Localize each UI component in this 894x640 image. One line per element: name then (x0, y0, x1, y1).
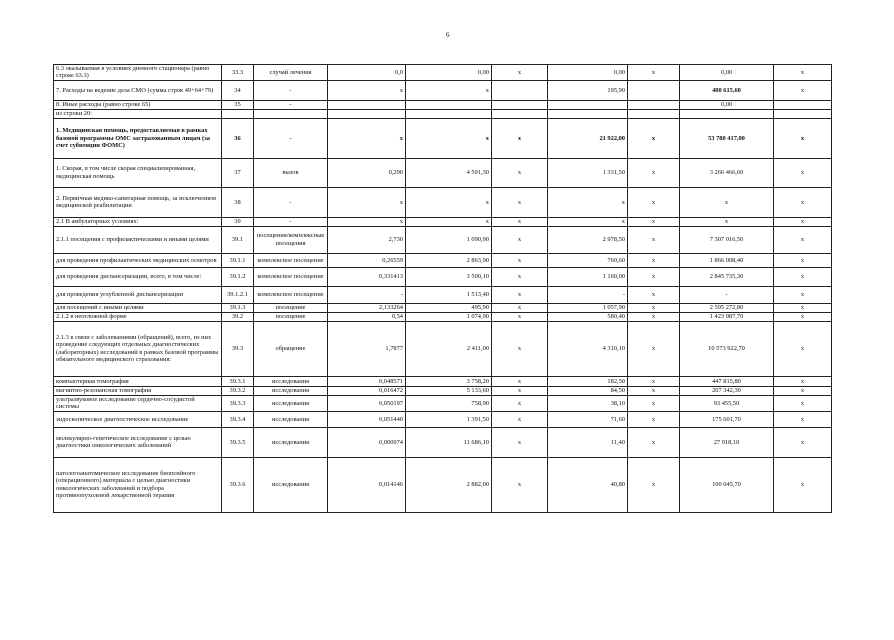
cell-cost: 758,90 (406, 395, 492, 411)
cell-name: компьютерная томография (54, 376, 222, 386)
cell-unit: - (254, 187, 328, 217)
cell-c9: x (774, 118, 832, 158)
cell-c9: x (774, 457, 832, 512)
cell-c9: x (774, 187, 832, 217)
cell-name: 2.1 В амбулаторных условиях: (54, 217, 222, 226)
cell-c8 (680, 109, 774, 118)
cell-c8: 93 455,50 (680, 395, 774, 411)
cell-c6: - (548, 286, 628, 303)
cell-c8: x (680, 187, 774, 217)
cell-c5: x (492, 267, 548, 286)
table-row (54, 411, 832, 427)
cell-unit: исследования (254, 457, 328, 512)
cell-unit: исследования (254, 386, 328, 395)
cell-norm: x (328, 118, 406, 158)
cell-c5: x (492, 395, 548, 411)
cell-norm: 0,000974 (328, 427, 406, 457)
cell-cost: 0,00 (406, 65, 492, 81)
cell-norm: 0,331413 (328, 267, 406, 286)
cell-c9: x (774, 253, 832, 267)
table-row (54, 100, 832, 109)
cell-code: 34 (222, 80, 254, 100)
cell-c9: x (774, 386, 832, 395)
cell-c7: x (628, 312, 680, 321)
cell-name: для проведения диспансеризации, всего, в том числе: (54, 267, 222, 286)
cell-name: для посещений с иными целями (54, 303, 222, 312)
cell-code: 39.3.1 (222, 376, 254, 386)
cell-c7 (628, 109, 680, 118)
cell-unit: посещения/комплексные посещения (254, 226, 328, 253)
table-row (54, 226, 832, 253)
cell-norm: x (328, 217, 406, 226)
cell-code: 39.3.2 (222, 386, 254, 395)
cell-c6: x (548, 217, 628, 226)
cell-code: 39.1.2.1 (222, 286, 254, 303)
cell-code: 39.3.3 (222, 395, 254, 411)
page-number: 6 (446, 31, 450, 39)
cell-cost (406, 109, 492, 118)
cell-norm: x (328, 187, 406, 217)
cell-c6: 0,00 (548, 65, 628, 81)
cell-c8: 1 866 008,40 (680, 253, 774, 267)
cell-c6: 11,40 (548, 427, 628, 457)
cell-c6 (548, 109, 628, 118)
cell-c7: x (628, 65, 680, 81)
cell-c9: x (774, 411, 832, 427)
cell-c5: x (492, 158, 548, 187)
cell-norm: 0,0 (328, 65, 406, 81)
table-row (54, 80, 832, 100)
cell-c8: 480 615,60 (680, 80, 774, 100)
cell-code: 39.1.3 (222, 303, 254, 312)
cell-cost: 11 686,10 (406, 427, 492, 457)
cell-name: молекулярно-генетическое исследование с целью диагностики онкологических заболеваний (54, 427, 222, 457)
cell-code (222, 109, 254, 118)
cell-unit: исследования (254, 427, 328, 457)
cell-unit: исследования (254, 411, 328, 427)
cell-c9: x (774, 267, 832, 286)
cell-name: магнитно-резонансная томография (54, 386, 222, 395)
cell-c9: x (774, 303, 832, 312)
cell-c7: x (628, 427, 680, 457)
cell-c5: x (492, 217, 548, 226)
cell-code: 36 (222, 118, 254, 158)
cell-c8: x (680, 217, 774, 226)
cell-code: 39.3.4 (222, 411, 254, 427)
table-row (54, 217, 832, 226)
cell-c7: x (628, 386, 680, 395)
cell-cost: x (406, 187, 492, 217)
cell-cost: 3 500,10 (406, 267, 492, 286)
cell-cost: 4 591,30 (406, 158, 492, 187)
cell-norm: 0,048571 (328, 376, 406, 386)
table-row (54, 395, 832, 411)
cell-c6: x (548, 187, 628, 217)
cell-c5: x (492, 303, 548, 312)
cell-unit: обращение (254, 321, 328, 376)
cell-c9: x (774, 158, 832, 187)
cell-c8: 1 423 987,70 (680, 312, 774, 321)
cell-unit: посещение (254, 312, 328, 321)
cell-cost: 2 882,00 (406, 457, 492, 512)
cell-c6: 2 978,50 (548, 226, 628, 253)
cell-name: 1. Скорая, в том числе скорая специализированная, медицинская помощь (54, 158, 222, 187)
cell-c9: x (774, 427, 832, 457)
cell-c5: x (492, 253, 548, 267)
table-row (54, 303, 832, 312)
cell-name: из строки 20: (54, 109, 222, 118)
cell-c7: x (628, 217, 680, 226)
cell-unit: - (254, 80, 328, 100)
cell-c5: x (492, 118, 548, 158)
cell-name: 1. Медицинская помощь, предоставляемая в рамках базовой программы ОМС застрахованным лицам (за счет субвенции ФОМС) (54, 118, 222, 158)
cell-c8: 3 266 466,60 (680, 158, 774, 187)
cell-cost: x (406, 80, 492, 100)
cell-c5: x (492, 411, 548, 427)
cell-c8: 2 595 272,80 (680, 303, 774, 312)
table-row (54, 158, 832, 187)
cell-c7: x (628, 253, 680, 267)
cell-c7: x (628, 321, 680, 376)
cell-norm: 0,051440 (328, 411, 406, 427)
cell-unit: - (254, 100, 328, 109)
table-row (54, 109, 832, 118)
cell-name: 6.3 оказываемая в условиях дневного стационара (равно строке 63.3) (54, 65, 222, 81)
cell-c6: 1 331,50 (548, 158, 628, 187)
cell-c7 (628, 100, 680, 109)
table-row (54, 312, 832, 321)
cell-c9: x (774, 226, 832, 253)
table-row (54, 321, 832, 376)
cell-norm (328, 100, 406, 109)
table-row (54, 118, 832, 158)
cell-c8: 0,00 (680, 100, 774, 109)
cell-c5: x (492, 321, 548, 376)
cell-c6: 84,50 (548, 386, 628, 395)
cell-c5: x (492, 457, 548, 512)
cell-c9: x (774, 80, 832, 100)
table-row (54, 386, 832, 395)
cell-cost: 1 074,90 (406, 312, 492, 321)
cell-code: 39.3.6 (222, 457, 254, 512)
cell-cost: x (406, 118, 492, 158)
cell-c9: x (774, 376, 832, 386)
cell-c7: x (628, 376, 680, 386)
cell-c8: 447 815,80 (680, 376, 774, 386)
cell-unit (254, 109, 328, 118)
cell-c5: x (492, 65, 548, 81)
cell-c8: 0,00 (680, 65, 774, 81)
cell-c8: 175 601,70 (680, 411, 774, 427)
cell-unit: посещение (254, 303, 328, 312)
table-row (54, 267, 832, 286)
table-row (54, 187, 832, 217)
cell-unit: исследования (254, 376, 328, 386)
cell-code: 37 (222, 158, 254, 187)
cell-c9 (774, 109, 832, 118)
cell-c5 (492, 109, 548, 118)
cell-c5: x (492, 386, 548, 395)
cell-c8: 2 845 735,30 (680, 267, 774, 286)
cell-norm: 0,014146 (328, 457, 406, 512)
cell-name: 7. Расходы на ведение дела СМО (сумма строк 49+64+79) (54, 80, 222, 100)
cell-c7: x (628, 286, 680, 303)
cell-c5: x (492, 187, 548, 217)
cell-c5 (492, 100, 548, 109)
cell-c8: 100 045,70 (680, 457, 774, 512)
cell-c6: 1 057,90 (548, 303, 628, 312)
cell-norm: 2,730 (328, 226, 406, 253)
cell-norm: 0,050197 (328, 395, 406, 411)
cell-code: 33.3 (222, 65, 254, 81)
cell-c5: x (492, 286, 548, 303)
cell-c8: 53 780 417,00 (680, 118, 774, 158)
cell-unit: комплексное посещение (254, 286, 328, 303)
cell-c5: x (492, 376, 548, 386)
financing-table (53, 64, 832, 513)
cell-c6: 182,50 (548, 376, 628, 386)
cell-name: 8. Иные расходы (равно строке 65) (54, 100, 222, 109)
cell-c9 (774, 100, 832, 109)
cell-c8: 7 307 016,50 (680, 226, 774, 253)
table-row (54, 286, 832, 303)
cell-c9: x (774, 312, 832, 321)
cell-c8: 27 918,10 (680, 427, 774, 457)
cell-c9: x (774, 65, 832, 81)
cell-c6: 4 310,10 (548, 321, 628, 376)
cell-c9: x (774, 321, 832, 376)
cell-code: 38 (222, 187, 254, 217)
cell-c7: x (628, 226, 680, 253)
cell-code: 39.3 (222, 321, 254, 376)
cell-cost: 495,90 (406, 303, 492, 312)
cell-cost: 5 133,60 (406, 386, 492, 395)
cell-code: 39.1 (222, 226, 254, 253)
cell-cost (406, 100, 492, 109)
cell-cost: x (406, 217, 492, 226)
cell-unit: исследования (254, 395, 328, 411)
cell-c7: x (628, 395, 680, 411)
cell-code: 39.2 (222, 312, 254, 321)
cell-c5: x (492, 226, 548, 253)
cell-name: 2.1.1 посещения с профилактическими и иными целями (54, 226, 222, 253)
cell-unit: - (254, 118, 328, 158)
cell-c5: x (492, 427, 548, 457)
table-row (54, 65, 832, 81)
cell-name: 2.1.2 в неотложной форме (54, 312, 222, 321)
cell-cost: 3 758,20 (406, 376, 492, 386)
table-row (54, 376, 832, 386)
cell-code: 35 (222, 100, 254, 109)
cell-c6: 580,40 (548, 312, 628, 321)
table-row (54, 253, 832, 267)
cell-c7 (628, 80, 680, 100)
cell-unit: комплексное посещение (254, 267, 328, 286)
cell-c6: 195,90 (548, 80, 628, 100)
cell-unit: - (254, 217, 328, 226)
cell-name: ультразвуковое исследование сердечно-сосудистой системы (54, 395, 222, 411)
cell-norm: x (328, 80, 406, 100)
cell-name: для проведения углубленной диспансеризации (54, 286, 222, 303)
cell-norm: 0,54 (328, 312, 406, 321)
cell-norm: 0,290 (328, 158, 406, 187)
cell-c7: x (628, 411, 680, 427)
cell-name: патологоанатомическое исследование биопсийного (операционного) материала с целью диагностики онкологических заболеваний и подбора противоопухолевой лекарственной терапии (54, 457, 222, 512)
cell-code: 39.1.2 (222, 267, 254, 286)
cell-cost: 1 513,40 (406, 286, 492, 303)
cell-code: 39 (222, 217, 254, 226)
cell-name: эндоскопическое диагностическое исследование (54, 411, 222, 427)
cell-cost: 2 863,90 (406, 253, 492, 267)
cell-unit: вызов (254, 158, 328, 187)
cell-c7: x (628, 158, 680, 187)
cell-name: 2. Первичная медико-санитарная помощь, за исключением медицинской реабилитации (54, 187, 222, 217)
cell-c6 (548, 100, 628, 109)
cell-c7: x (628, 457, 680, 512)
cell-c5: x (492, 312, 548, 321)
cell-cost: 2 411,00 (406, 321, 492, 376)
cell-norm: 2,133264 (328, 303, 406, 312)
cell-c7: x (628, 267, 680, 286)
cell-c6: 71,60 (548, 411, 628, 427)
table-row (54, 427, 832, 457)
cell-unit: комплексное посещение (254, 253, 328, 267)
table-row (54, 457, 832, 512)
cell-c6: 760,60 (548, 253, 628, 267)
cell-c9: x (774, 217, 832, 226)
cell-c8: - (680, 286, 774, 303)
cell-code: 39.3.5 (222, 427, 254, 457)
cell-c6: 1 160,00 (548, 267, 628, 286)
cell-c6: 38,10 (548, 395, 628, 411)
cell-norm: 0,26559 (328, 253, 406, 267)
cell-c7: x (628, 303, 680, 312)
cell-c9: x (774, 395, 832, 411)
cell-c7: x (628, 187, 680, 217)
cell-cost: 1 090,90 (406, 226, 492, 253)
cell-c6: 21 922,00 (548, 118, 628, 158)
cell-norm: - (328, 286, 406, 303)
cell-unit: случай лечения (254, 65, 328, 81)
cell-cost: 1 391,50 (406, 411, 492, 427)
cell-c5 (492, 80, 548, 100)
cell-norm: 0,016472 (328, 386, 406, 395)
cell-c9: x (774, 286, 832, 303)
cell-c7: x (628, 118, 680, 158)
cell-code: 39.1.1 (222, 253, 254, 267)
cell-c8: 10 573 922,70 (680, 321, 774, 376)
cell-norm (328, 109, 406, 118)
cell-c6: 40,80 (548, 457, 628, 512)
cell-c8: 207 342,30 (680, 386, 774, 395)
cell-name: для проведения профилактических медицинских осмотров (54, 253, 222, 267)
cell-norm: 1,7877 (328, 321, 406, 376)
cell-name: 2.1.3 в связи с заболеваниями (обращений), всего, из них проведение следующих отдельных диагностических (лабораторных) исследований в рамках базовой программы обязательного медицинского страхования: (54, 321, 222, 376)
